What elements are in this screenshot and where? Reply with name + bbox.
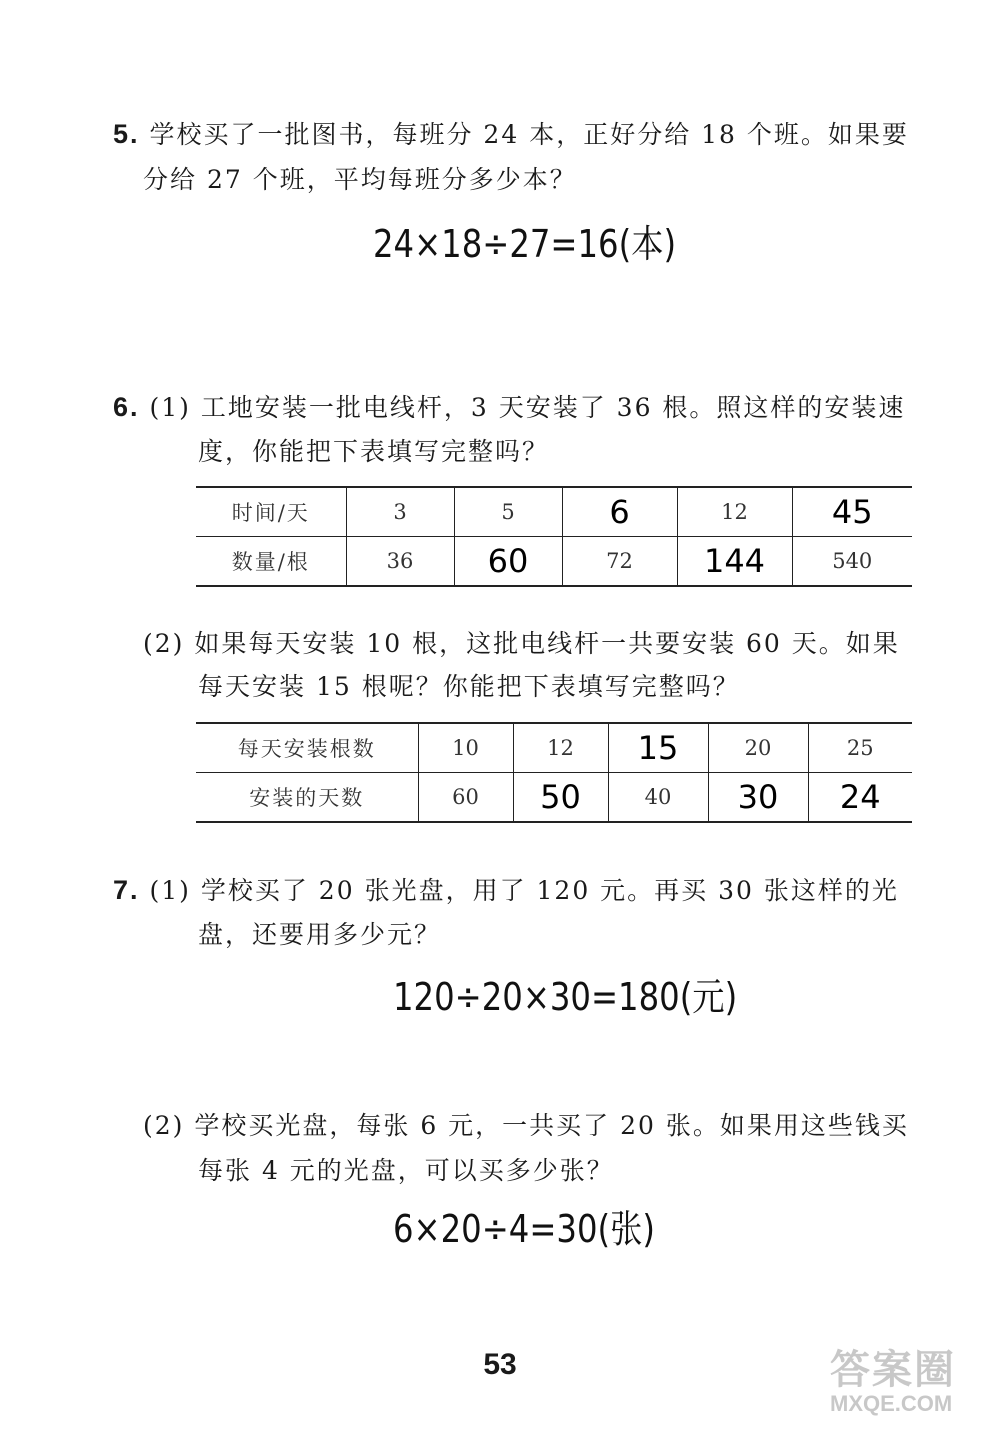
table-cell: 72 — [562, 537, 677, 587]
q6-part1-text-line1: 工地安装一批电线杆，3 天安装了 36 根。照这样的安装速 — [200, 393, 906, 422]
table-cell: 5 — [454, 487, 562, 537]
q6-part1-line1 — [113, 388, 905, 424]
q7-number: 7. — [113, 875, 140, 905]
handwritten-cell: 45 — [792, 487, 912, 537]
table-cell: 36 — [346, 537, 454, 587]
table-cell: 60 — [418, 773, 513, 823]
q7-part1-label: (1) — [149, 876, 191, 905]
q7-part1-line1 — [113, 871, 899, 907]
watermark-logo — [830, 1338, 956, 1417]
handwritten-cell: 24 — [808, 773, 912, 823]
handwritten-cell: 6 — [562, 487, 677, 537]
q6-part2-line1 — [143, 624, 900, 660]
handwritten-cell: 15 — [608, 723, 708, 773]
q5-text-line1: 学校买了一批图书，每班分 24 本，正好分给 18 个班。如果要 — [149, 120, 909, 149]
q6-part2-text-line1: 如果每天安装 10 根，这批电线杆一共要安装 60 天。如果 — [194, 629, 900, 658]
q7-part1-text-line1: 学校买了 20 张光盘，用了 120 元。再买 30 张这样的光 — [200, 876, 899, 905]
q6-part1-table — [196, 486, 912, 587]
table-cell: 40 — [608, 773, 708, 823]
table-header-cell: 时间/天 — [196, 487, 346, 537]
handwritten-cell: 60 — [454, 537, 562, 587]
q7-part2-line1 — [143, 1106, 909, 1142]
q6-part2-label: (2) — [143, 629, 185, 658]
page-number: 53 — [483, 1348, 517, 1381]
q6-part2-text-line2: 每天安装 15 根呢？你能把下表填写完整吗？ — [198, 672, 740, 701]
table-cell: 10 — [418, 723, 513, 773]
table-cell: 25 — [808, 723, 912, 773]
q5-line1 — [113, 115, 909, 151]
table-cell: 540 — [792, 537, 912, 587]
table-row — [196, 487, 912, 537]
table-header-cell: 数量/根 — [196, 537, 346, 587]
q7-part1-handwritten-answer: 120÷20×30=180(元) — [393, 975, 738, 1019]
table-row — [196, 723, 912, 773]
q6-part2-table — [196, 722, 912, 823]
table-cell: 20 — [708, 723, 808, 773]
q6-part1-text-line2: 度，你能把下表填写完整吗？ — [198, 437, 550, 466]
q5-text-line2: 分给 27 个班，平均每班分多少本？ — [143, 165, 577, 194]
table-header-cell: 每天安装根数 — [196, 723, 418, 773]
table-cell: 12 — [513, 723, 608, 773]
handwritten-cell: 144 — [677, 537, 792, 587]
q5-number: 5. — [113, 119, 140, 149]
q5-handwritten-answer: 24×18÷27=16(本) — [373, 222, 677, 266]
q6-part1-label: (1) — [149, 393, 191, 422]
watermark-site: MXQE.COM — [830, 1391, 953, 1416]
watermark-logo-text: 答案圈 — [830, 1348, 956, 1392]
table-row — [196, 537, 912, 587]
handwritten-cell: 50 — [513, 773, 608, 823]
q7-part1-text-line2: 盘，还要用多少元？ — [198, 920, 442, 949]
handwritten-cell: 30 — [708, 773, 808, 823]
table-header-cell: 安装的天数 — [196, 773, 418, 823]
q7-part2-text-line1: 学校买光盘，每张 6 元，一共买了 20 张。如果用这些钱买 — [194, 1111, 909, 1140]
q6-number: 6. — [113, 392, 140, 422]
table-row — [196, 773, 912, 823]
q7-part2-handwritten-answer: 6×20÷4=30(张) — [393, 1207, 655, 1251]
q7-part2-text-line2: 每张 4 元的光盘，可以买多少张？ — [198, 1156, 614, 1185]
table-cell: 12 — [677, 487, 792, 537]
q7-part2-label: (2) — [143, 1111, 185, 1140]
table-cell: 3 — [346, 487, 454, 537]
